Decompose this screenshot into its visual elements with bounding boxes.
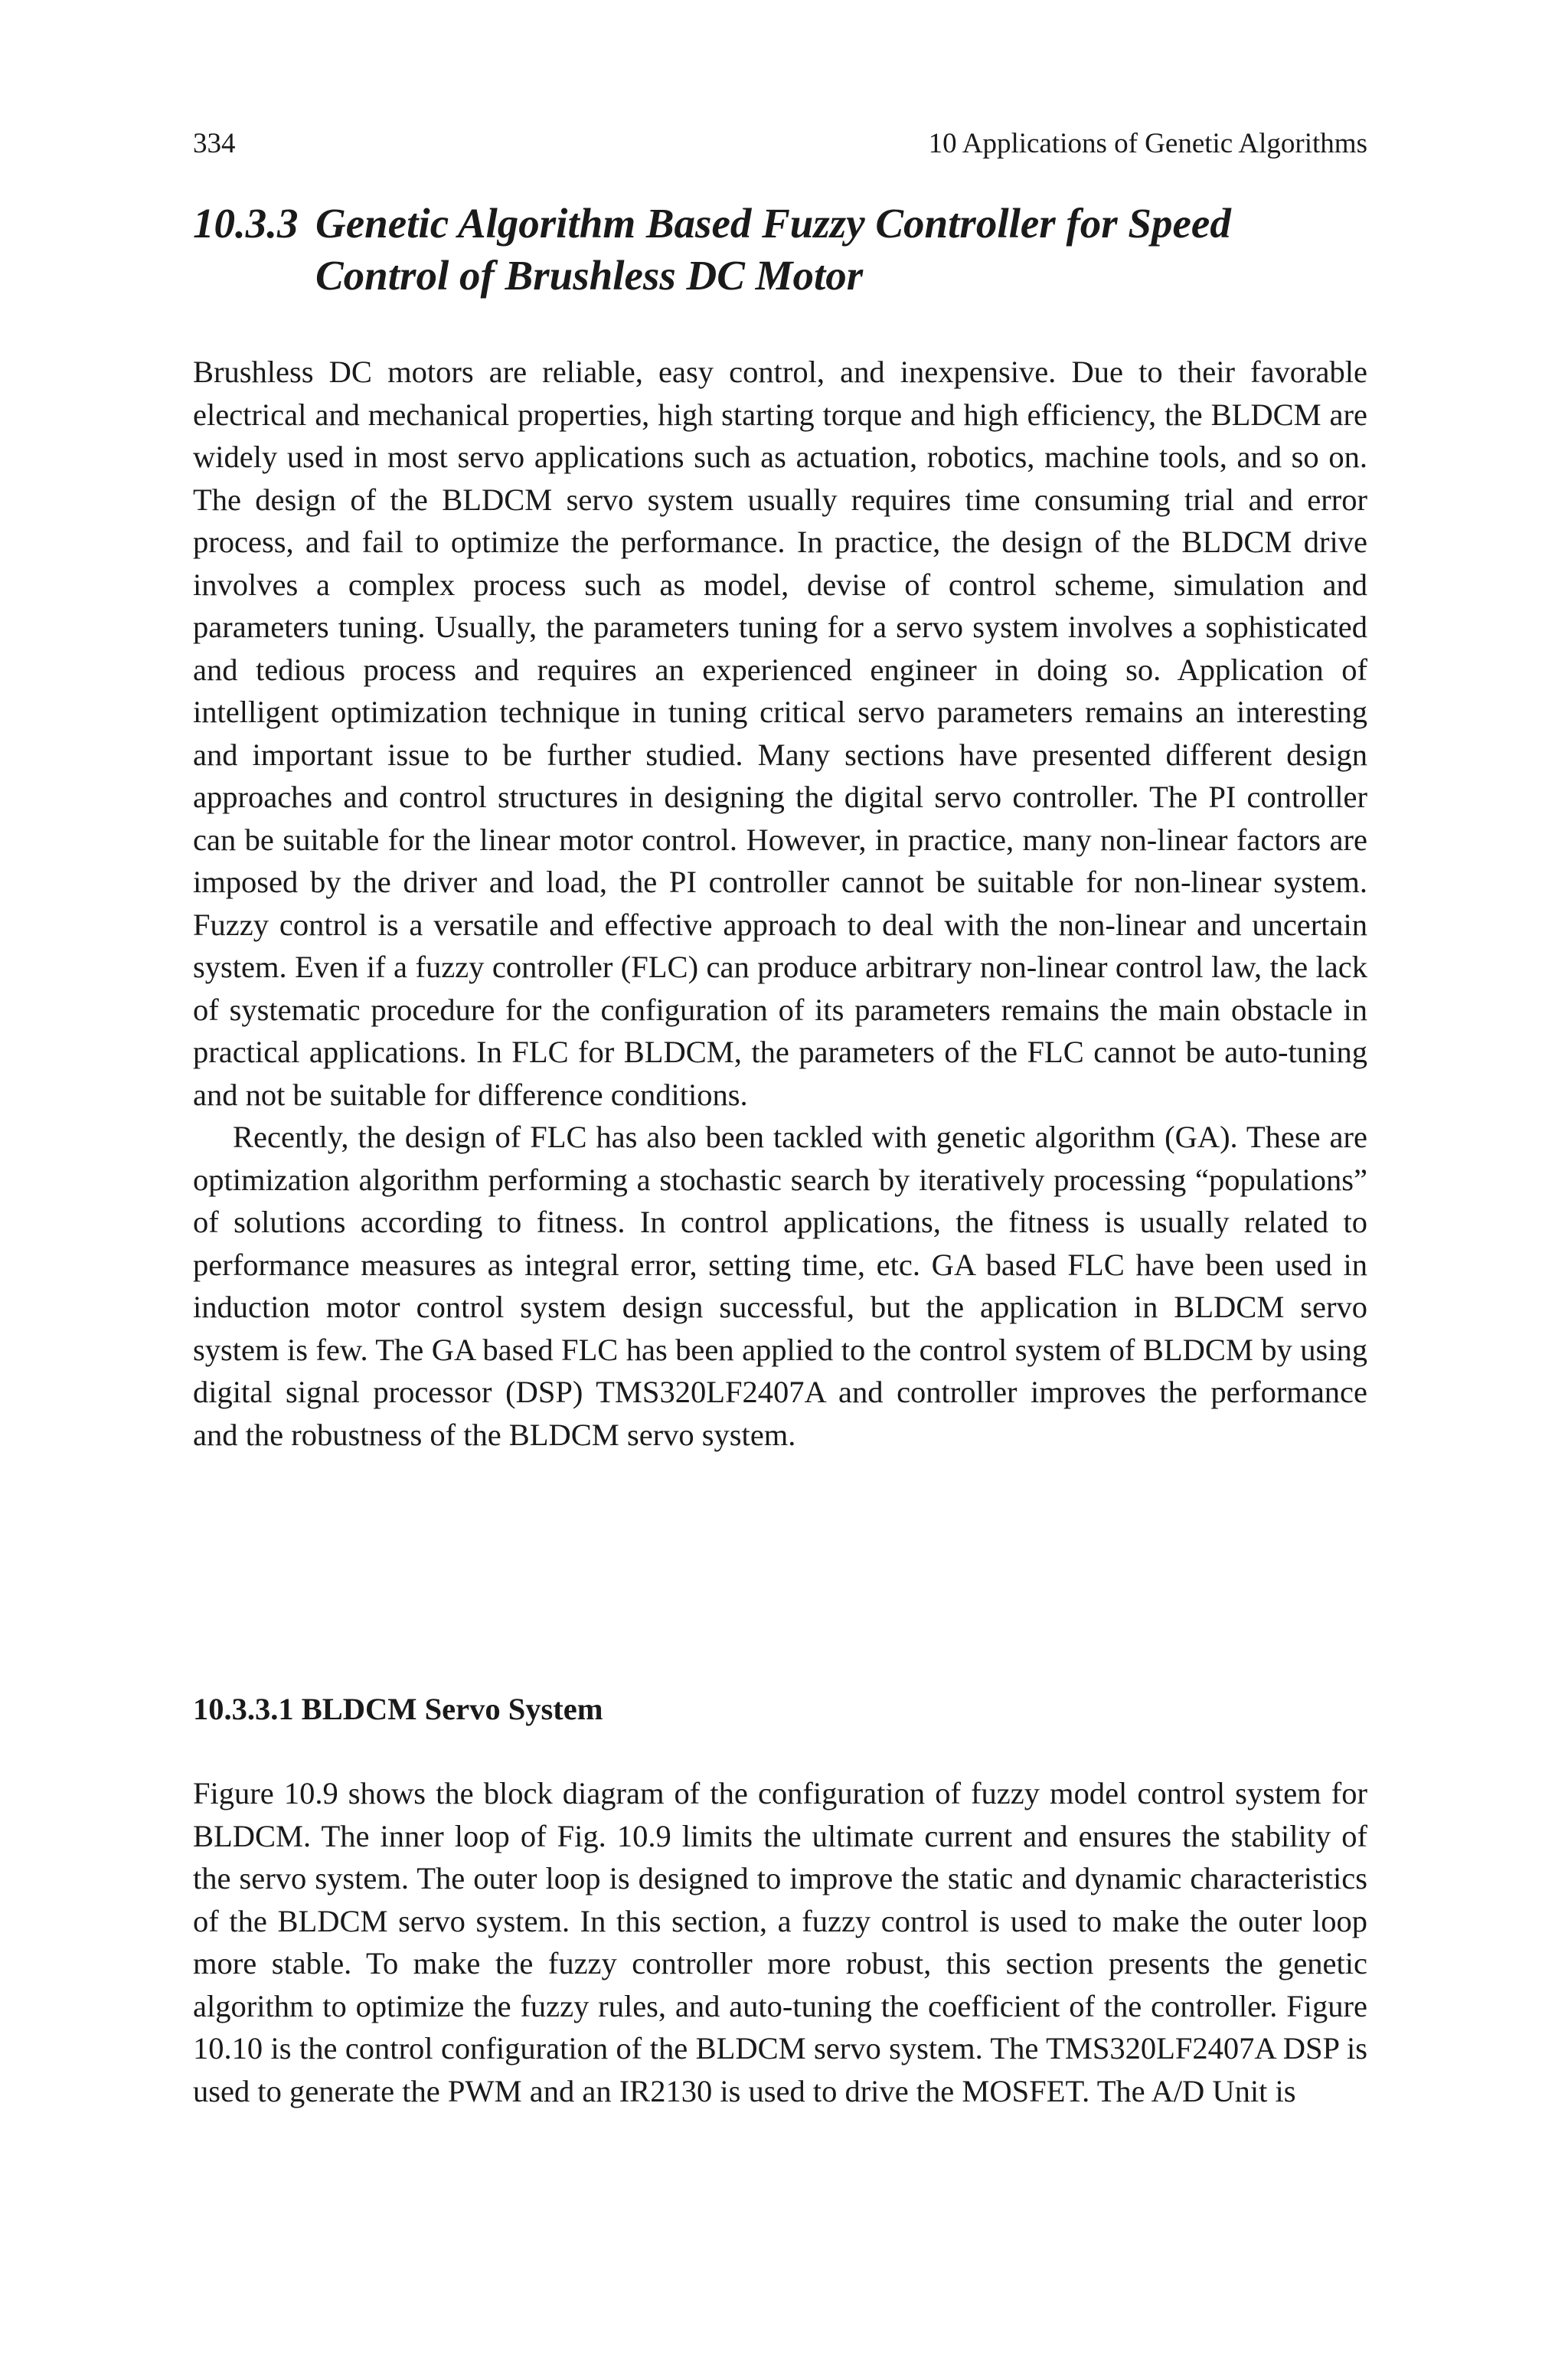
subsection-paragraph-1: Figure 10.9 shows the block diagram of the configuration of fuzzy model control system for BLDCM. The inner loop of Fig. 10.9 limits the ultimate current and ensures the stability of the servo system. The outer loop is designed to improve the static and dynamic characteristics of the BLDCM servo system. In this section, a fuzzy control is used to make the outer loop more stable. To make the fuzzy controller more robust, this section presents the genetic algorithm to optimize the fuzzy rules, and auto-tuning the coefficient of the controller. Figure 10.10 is the control configuration of the BLDCM servo system. The TMS320LF2407A DSP is used to generate the PWM and an IR2130 is used to drive the MOSFET. The A/D Unit is	[193, 1776, 1367, 2108]
book-page	[193, 0, 1367, 2368]
paragraph-1: Brushless DC motors are reliable, easy control, and inexpensive. Due to their favorable electrical and mechanical properties, high starting torque and high efficiency, the BLDCM are widely used in most servo applications such as actuation, robotics, machine tools, and so on. The design of the BLDCM servo system usually requires time consuming trial and error process, and fail to optimize the performance. In practice, the design of the BLDCM drive involves a complex process such as model, devise of control scheme, simulation and parameters tuning. Usually, the parameters tuning for a servo system involves a sophisticated and tedious process and requires an experienced engineer in doing so. Application of intelligent optimization technique in tuning critical servo parameters remains an interesting and important issue to be further studied. Many sections have presented different design approaches and control structures in designing the digital servo controller. The PI controller can be suitable for the linear motor control. However, in practice, many non-linear factors are imposed by the driver and load, the PI controller cannot be suitable for non-linear system. Fuzzy control is a versatile and effective approach to deal with the non-linear and uncertain system. Even if a fuzzy controller (FLC) can produce arbitrary non-linear control law, the lack of systematic procedure for the configuration of its parameters remains the main obstacle in practical applications. In FLC for BLDCM, the parameters of the FLC cannot be auto-tuning and not be suitable for difference conditions.	[193, 355, 1367, 1112]
page-number: 334	[193, 128, 236, 159]
section-heading	[193, 198, 1367, 302]
subsection-number: 10.3.3.1	[193, 1692, 294, 1726]
section-body	[193, 351, 1367, 1456]
subsection-title: BLDCM Servo System	[301, 1692, 603, 1726]
section-number: 10.3.3	[193, 200, 299, 247]
section-title-line-1: Genetic Algorithm Based Fuzzy Controller for Speed	[315, 200, 1231, 247]
subsection-heading	[193, 1688, 603, 1730]
section-title-line-2: Control of Brushless DC Motor	[315, 252, 864, 299]
running-chapter-title: 10 Applications of Genetic Algorithms	[928, 128, 1367, 159]
paragraph-2: Recently, the design of FLC has also been tackled with genetic algorithm (GA). These are optimization algorithm performing a stochastic search by iteratively processing “populations” of solutions according to fitness. In control applications, the fitness is usually related to performance measures as integral error, setting time, etc. GA based FLC have been used in induction motor control system design successful, but the application in BLDCM servo system is few. The GA based FLC has been applied to the control system of BLDCM by using digital signal processor (DSP) TMS320LF2407A and controller improves the performance and the robustness of the BLDCM servo system.	[193, 1120, 1367, 1452]
subsection-body	[193, 1772, 1367, 2112]
